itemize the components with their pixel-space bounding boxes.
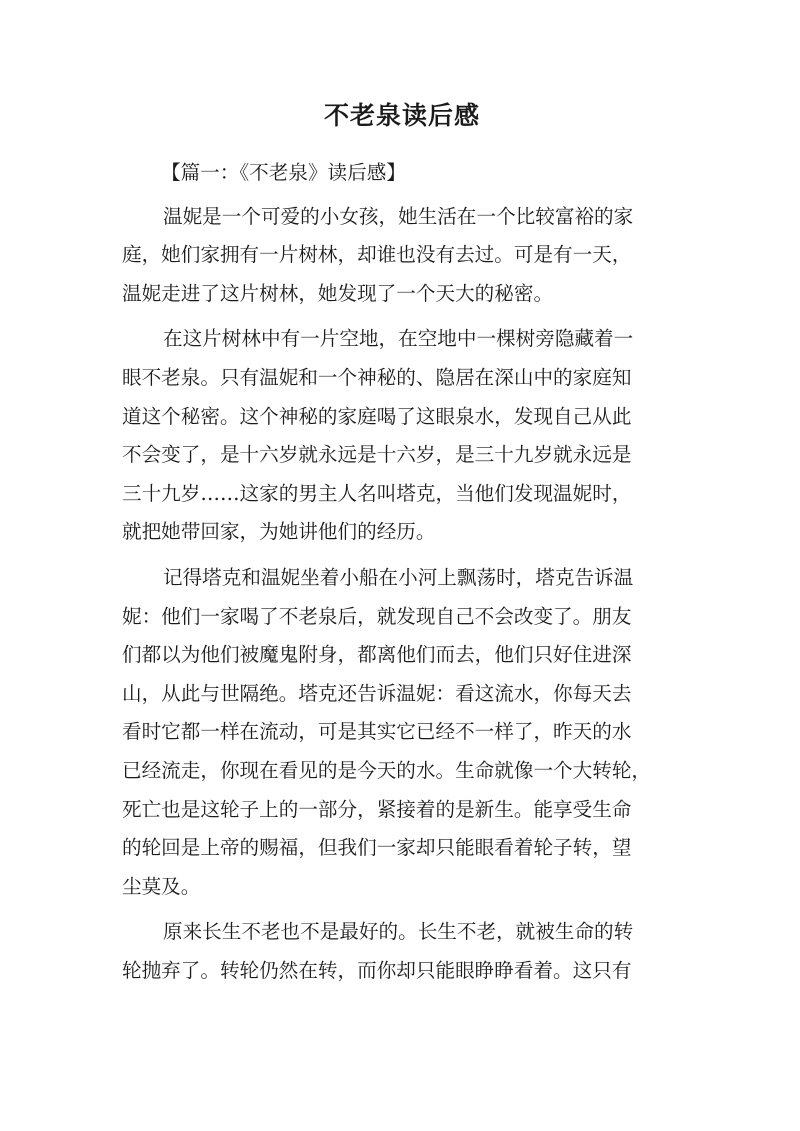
paragraph-2: 在这片树林中有一片空地，在空地中一棵树旁隐藏着一 眼不老泉。只有温妮和一个神秘的、隐居在深山中的家庭知 道这个秘密。这个神秘的家庭喝了这眼泉水，发现自己从此 不会变了，是十六岁就永远是十六岁，是三十九岁就永远是 三十九岁……这家的男主人名叫塔克，当他们发现温妮时， 就把她带回家，为她讲他们的经历。: [122, 327, 634, 544]
section-heading: 【篇一：《不老泉》读后感】: [161, 161, 406, 184]
document-title: 不老泉读后感: [323, 101, 480, 130]
paragraph-4: 原来长生不老也不是最好的。长生不老，就被生命的转 轮抛弃了。转轮仍然在转，而你却只能眼睁睁看着。这只有: [122, 920, 634, 982]
paragraph-1: 温妮是一个可爱的小女孩，她生活在一个比较富裕的家 庭，她们家拥有一片树林，却谁也没有去过。可是有一天， 温妮走进了这片树林，她发现了一个天大的秘密。: [122, 204, 634, 305]
document-body: [122, 154, 682, 990]
paragraph-3: 记得塔克和温妮坐着小船在小河上飘荡时，塔克告诉温 妮：他们一家喝了不老泉后，就发现自己不会改变了。朋友 们都以为他们被魔鬼附身，都离他们而去，他们只好住进深 山，从此与世隔绝。塔克还告诉温妮：看这流水，你每天去 看时它都一样在流动，可是其实它已经不一样了，昨天的水 已经流走，你现在看见的是今天的水。生命就像一个大转轮， 死亡也是这轮子上的一部分，紧接着的是新生。能享受生命 的轮回是上帝的赐福，但我们一家却只能眼看着轮子转，望 尘莫及。: [122, 565, 652, 898]
